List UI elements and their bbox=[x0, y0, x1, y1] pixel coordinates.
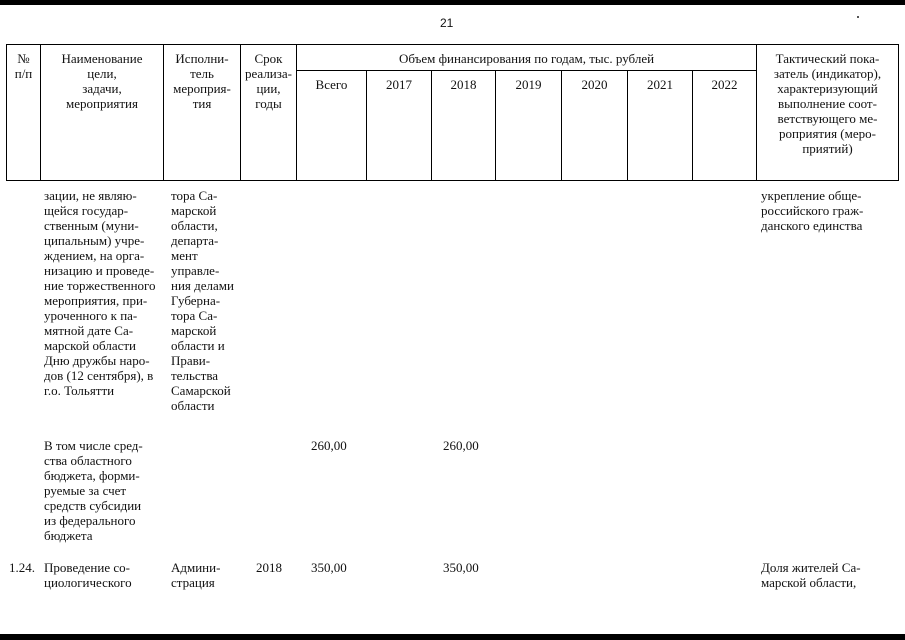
scan-bottom-edge bbox=[0, 634, 905, 640]
header-indicator: Тактический пока- затель (индикатор), характеризующий выполнение соот- ветствующего ме- роприятия (меро- приятий) bbox=[773, 51, 882, 156]
header-name: Наименование цели, задачи, мероприятия bbox=[61, 51, 143, 111]
item-1-24-term: 2018 bbox=[256, 560, 282, 575]
subsidy-row-name: В том числе сред- ства областного бюджета, форми- руемые за счет средств субсидии из федерального бюджета bbox=[44, 438, 143, 543]
item-1-24-number: 1.24. bbox=[9, 560, 35, 575]
item-1-24-executor: Админи- страция bbox=[171, 560, 221, 590]
continuation-row-executor: тора Са- марской области, департа- мент управле- ния делами Губерна- тора Са- марской области и Прави- тельства Самарской области bbox=[171, 188, 234, 413]
funding-subheader-border bbox=[296, 70, 756, 71]
header-term: Срок реализа- ции, годы bbox=[245, 51, 292, 111]
item-1-24-name: Проведение со- циологического bbox=[44, 560, 132, 590]
scan-speck bbox=[857, 16, 859, 18]
scan-top-edge bbox=[0, 0, 905, 5]
header-year-2021: 2021 bbox=[647, 77, 673, 92]
subsidy-row-2018: 260,00 bbox=[443, 438, 479, 453]
header-bottom-border bbox=[6, 180, 899, 181]
header-year-2019: 2019 bbox=[515, 77, 542, 92]
item-1-24-indicator: Доля жителей Са- марской области, bbox=[761, 560, 861, 590]
header-funding-title: Объем финансирования по годам, тыс. рублей bbox=[398, 51, 655, 66]
item-1-24-2018: 350,00 bbox=[443, 560, 479, 575]
continuation-row-name: зации, не являю- щейся государ- ственным (муни- ципальным) учре- ждением, на орга- низацию и проведе- ние торжественного мероприятия, при- уроченного к па- мятной дате Са- марской области Дню дружбы наро- дов (12 сентября), в г.о. Тольятти bbox=[44, 188, 156, 398]
page-number: 21 bbox=[440, 16, 454, 30]
item-1-24-total: 350,00 bbox=[311, 560, 347, 575]
header-year-2020: 2020 bbox=[581, 77, 608, 92]
header-year-2018: 2018 bbox=[450, 77, 477, 92]
table-top-border bbox=[6, 44, 899, 45]
subsidy-row-total: 260,00 bbox=[311, 438, 347, 453]
header-executor: Исполни- тель мероприя- тия bbox=[173, 51, 231, 111]
header-year-2022: 2022 bbox=[711, 77, 738, 92]
header-total: Всего bbox=[315, 77, 348, 92]
header-year-2017: 2017 bbox=[386, 77, 412, 92]
table-right-border bbox=[898, 44, 899, 181]
continuation-row-indicator: укрепление обще- российского граж- данского единства bbox=[761, 188, 864, 233]
header-number: № п/п bbox=[14, 51, 33, 81]
